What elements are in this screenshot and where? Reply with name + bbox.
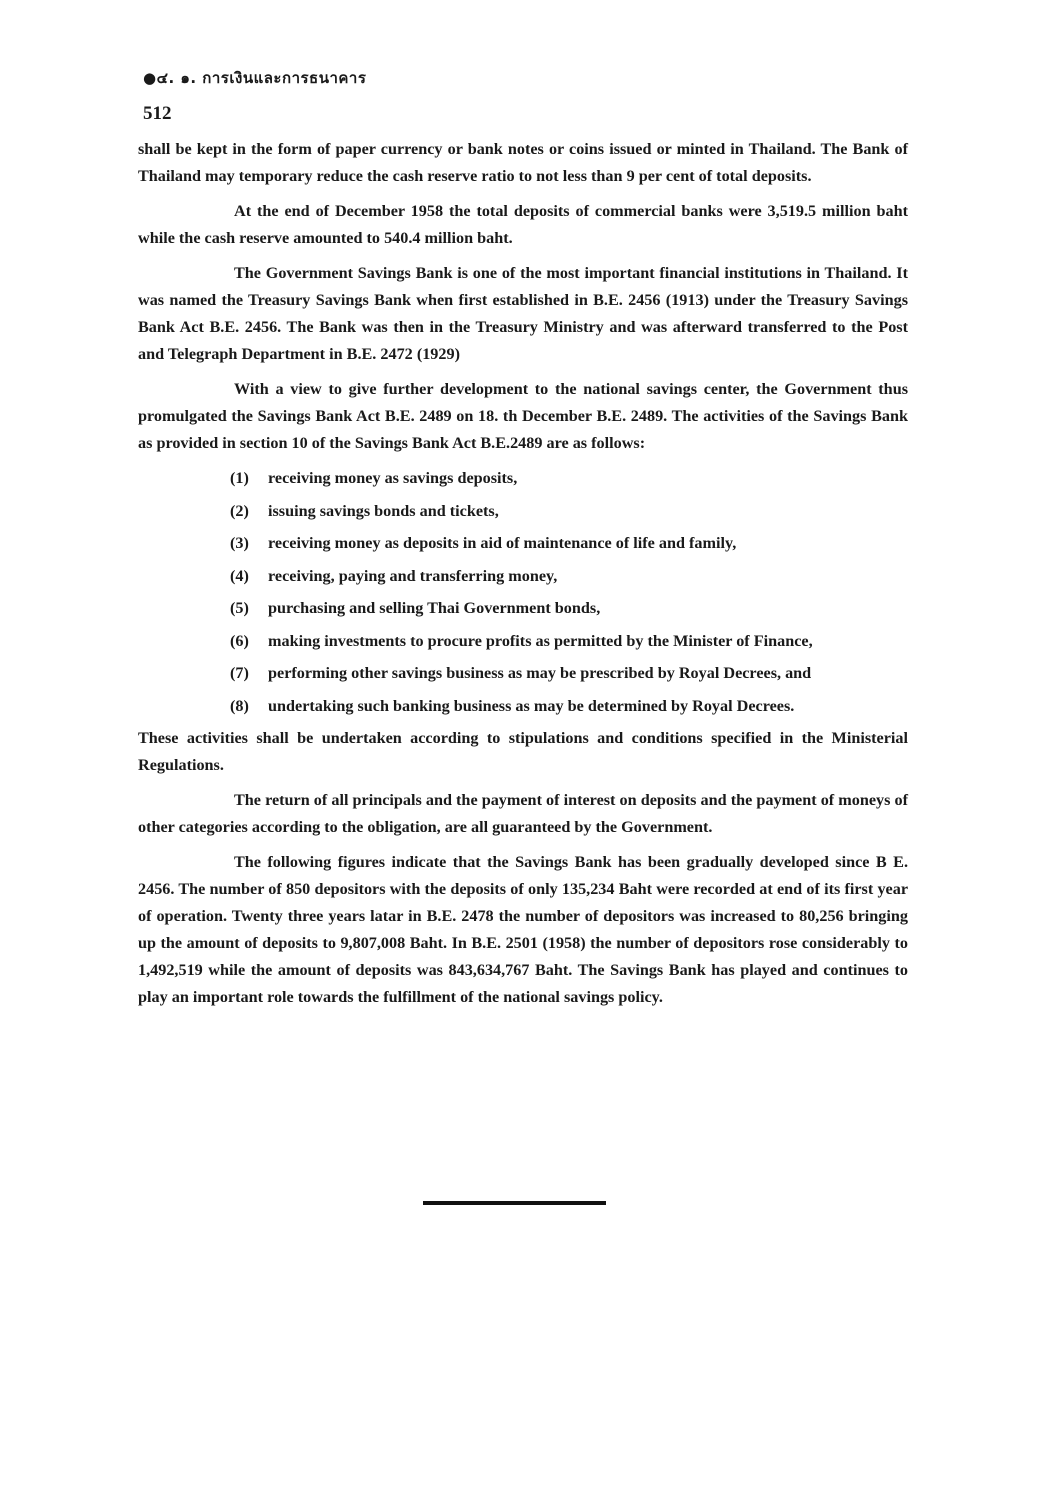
paragraph: shall be kept in the form of paper currency or bank notes or coins issued or minted in Thailand. The Bank of Thailand may temporary reduce the cash reserve ratio to not less than 9 per cent of total deposits. <box>138 140 908 185</box>
list-text: purchasing and selling Thai Government bonds, <box>268 599 601 617</box>
list-text: receiving, paying and transferring money, <box>268 566 558 585</box>
paragraph: The following figures indicate that the Savings Bank has been gradually developed since B E. 2456. The number of 850 depositors with the deposits of only 135,234 Baht were recorded at end of its first year of operation. Twenty three years latar in B.E. 2478 the number of depositors was increased to 80,256 bringing up the amount of deposits to 9,807,008 Baht. In B.E. 2501 (1958) the number of depositors rose considerably to 1,492,519 while the amount of deposits was 843,634,767 Baht. The Savings Bank has played and continues to play an important role towards the fulfillment of the national savings policy. <box>138 853 908 1006</box>
list-number: (3) <box>230 534 249 552</box>
list-number: (4) <box>230 566 249 585</box>
list-item <box>138 498 908 525</box>
list-number: (6) <box>230 631 249 650</box>
list-text: receiving money as deposits in aid of maintenance of life and family, <box>268 534 737 552</box>
list-text: performing other savings business as may be prescribed by Royal Decrees, and <box>268 664 812 682</box>
list-item <box>138 660 908 687</box>
list-text: undertaking such banking business as may be determined by Royal Decrees. <box>268 696 795 715</box>
list-item <box>138 530 908 557</box>
paragraph: With a view to give further development to the national savings center, the Government thus promulgated the Savings Bank Act B.E. 2489 on 18. th December B.E. 2489. The activities of the Savings Bank as provided in section 10 of the Savings Bank Act B.E.2489 are as follows: <box>138 380 908 452</box>
body-text <box>138 136 908 1011</box>
list-item <box>138 595 908 622</box>
list-item <box>138 693 908 720</box>
running-header: ●๔. ๑. การเงินและการธนาคาร <box>143 69 367 87</box>
list-number: (8) <box>230 696 249 715</box>
list-number: (1) <box>230 469 249 487</box>
list-number: (7) <box>230 664 249 682</box>
paragraph: The Government Savings Bank is one of the most important financial institutions in Thailand. It was named the Treasury Savings Bank when first established in B.E. 2456 (1913) under the Treasury Savings Bank Act B.E. 2456. The Bank was then in the Treasury Ministry and was afterward transferred to the Post and Telegraph Department in B.E. 2472 (1929) <box>138 264 908 363</box>
paragraph: The return of all principals and the payment of interest on deposits and the payment of moneys of other categories according to the obligation, are all guaranteed by the Government. <box>138 791 908 836</box>
list-item <box>138 628 908 655</box>
list-item <box>138 465 908 492</box>
end-rule-divider <box>423 1201 606 1205</box>
paragraph: These activities shall be undertaken according to stipulations and conditions specified in the Ministerial Regulations. <box>138 729 908 774</box>
page-number: 512 <box>143 103 172 124</box>
paragraph: At the end of December 1958 the total deposits of commercial banks were 3,519.5 million baht while the cash reserve amounted to 540.4 million baht. <box>138 202 908 247</box>
list-item <box>138 563 908 590</box>
list-text: receiving money as savings deposits, <box>268 469 518 487</box>
list-text: issuing savings bonds and tickets, <box>268 501 499 520</box>
activities-list <box>138 465 908 720</box>
list-number: (5) <box>230 599 249 617</box>
list-number: (2) <box>230 501 249 520</box>
list-text: making investments to procure profits as permitted by the Minister of Finance, <box>268 631 813 650</box>
